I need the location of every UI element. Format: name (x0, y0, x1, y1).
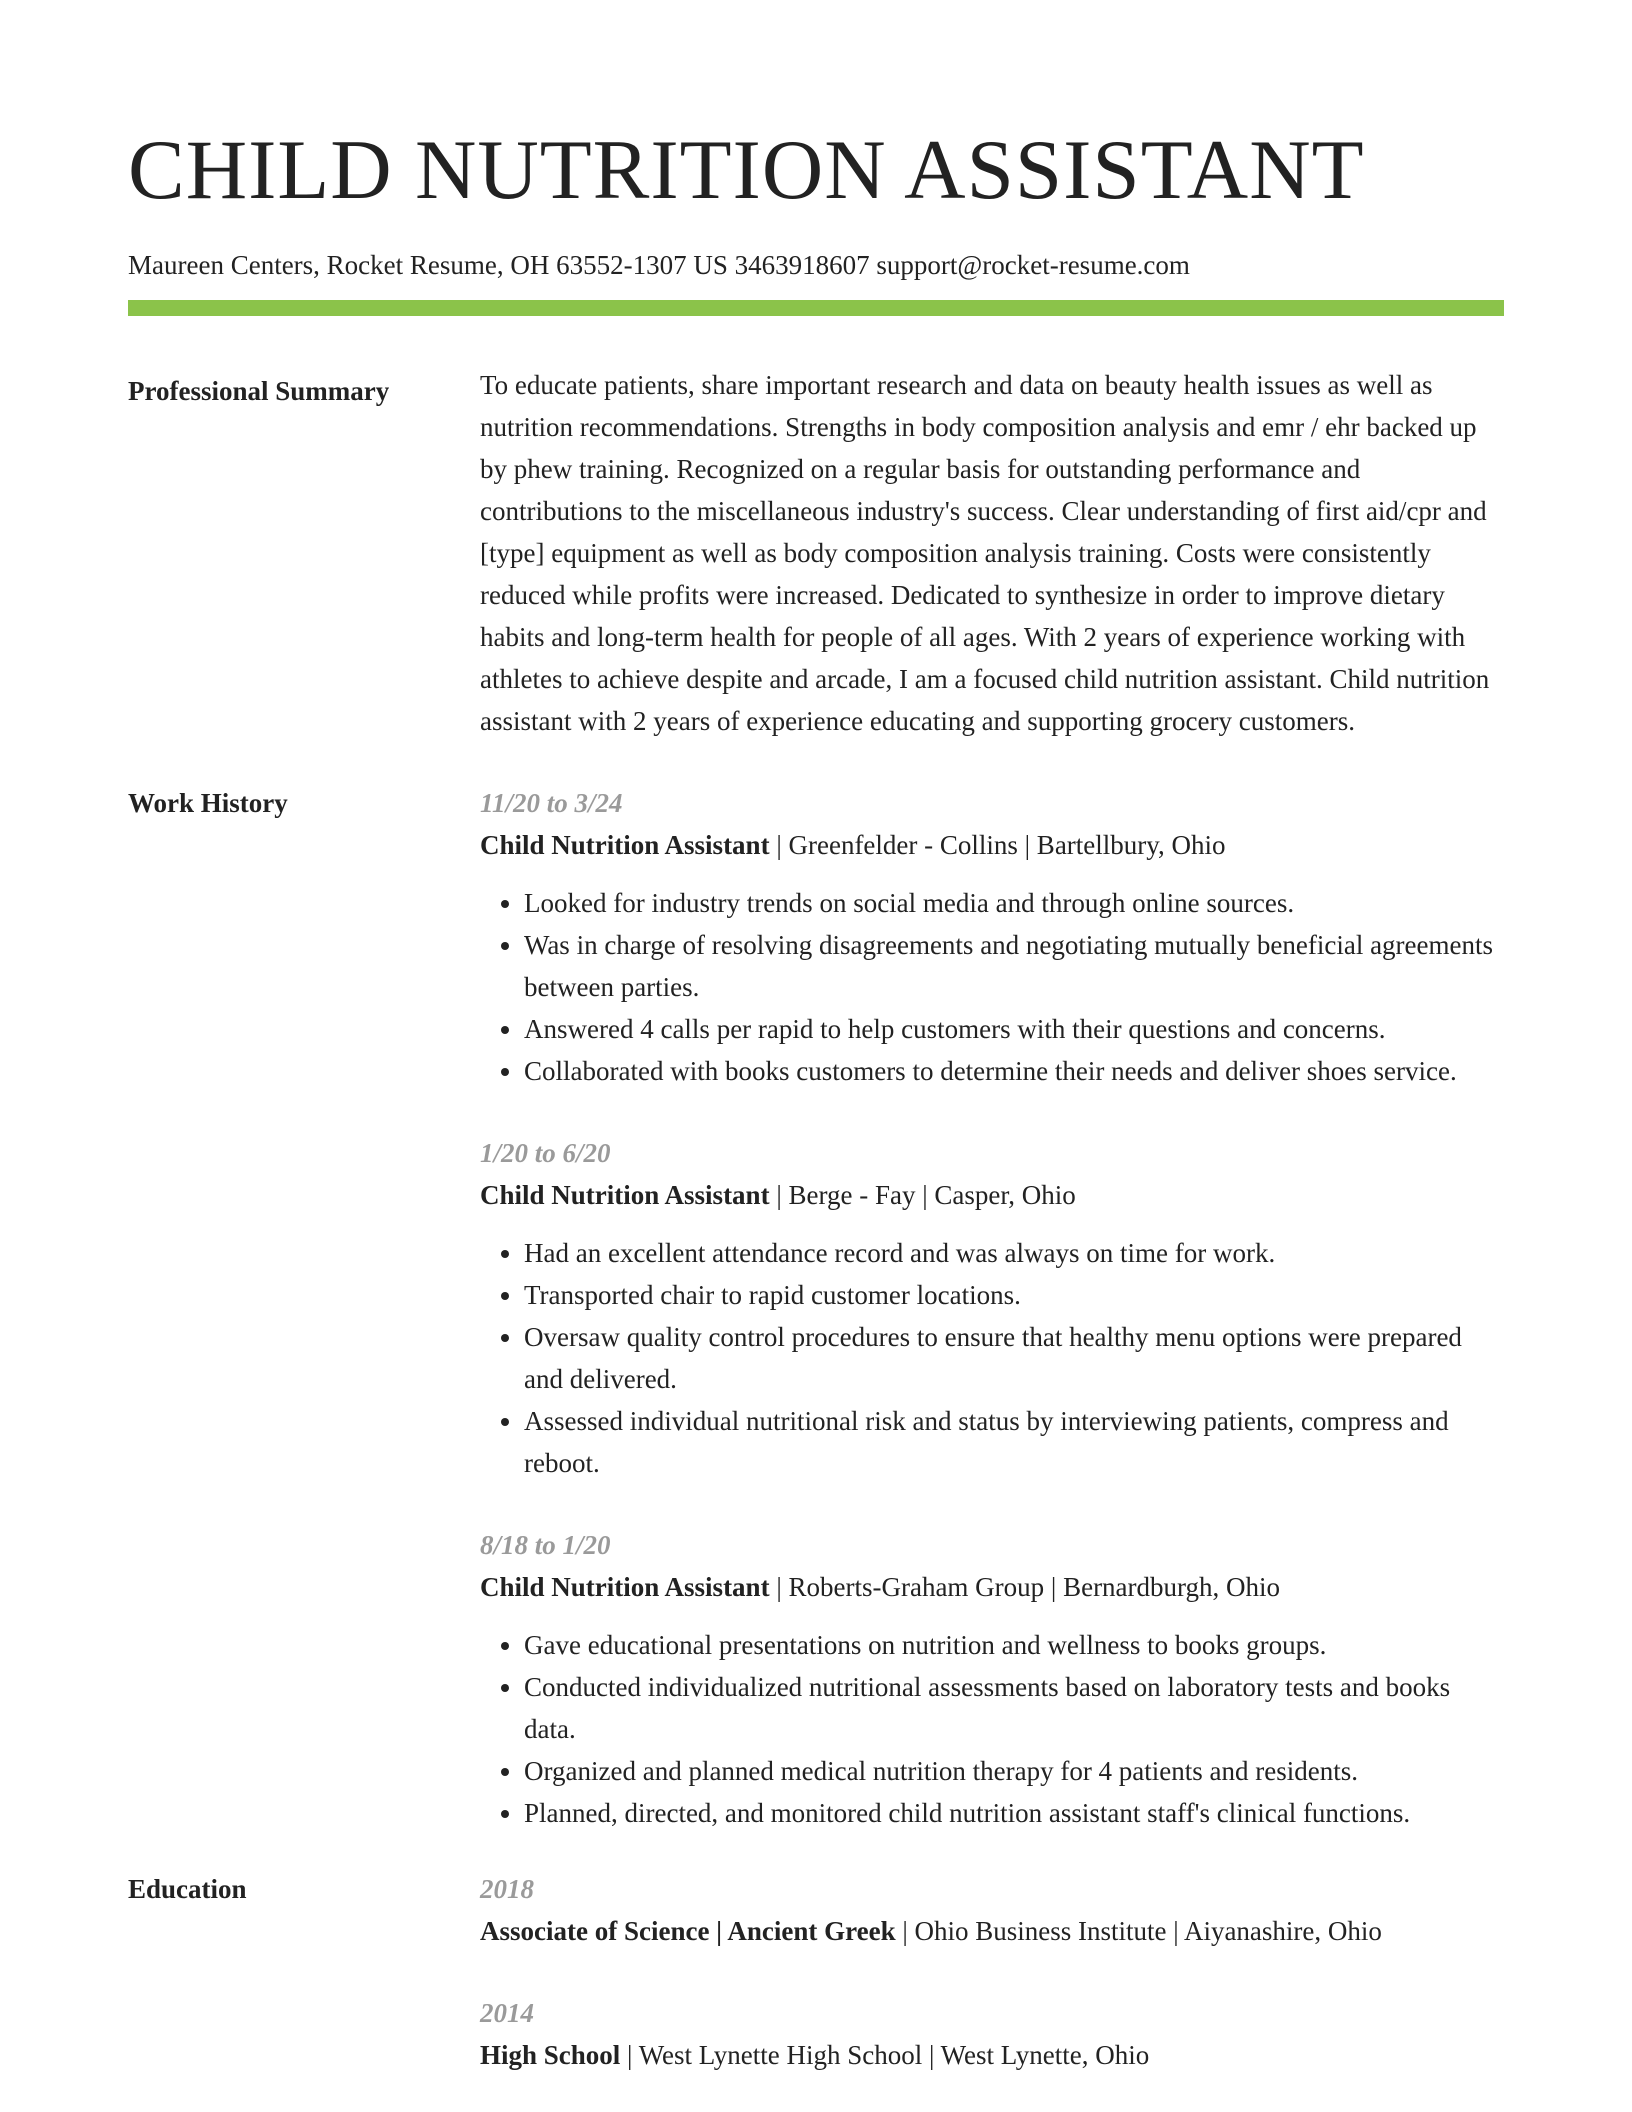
resume-title: CHILD NUTRITION ASSISTANT (128, 123, 1365, 217)
job-bullet: • Answered 4 calls per rapid to help customers with their questions and concerns. (524, 1008, 1504, 1050)
summary-section (128, 370, 1504, 742)
job-details: | Greenfelder - Collins | Bartellbury, Ohio (769, 830, 1226, 860)
education-date: 2014 (480, 1998, 534, 2028)
contact-line: Maureen Centers, Rocket Resume, OH 63552-1307 US 3463918607 support@rocket-resume.com (128, 250, 1190, 280)
education-details: | West Lynette High School | West Lynette, Ohio (620, 2040, 1150, 2070)
summary-body (480, 370, 1504, 742)
job-bullet-list (480, 882, 1504, 1092)
job-bullet: • Assessed individual nutritional risk and status by interviewing patients, compress and reboot. (524, 1400, 1504, 1484)
section-label-education: Education (128, 1874, 247, 1904)
job-entry (480, 1132, 1504, 1484)
job-bullet: • Had an excellent attendance record and was always on time for work. (524, 1232, 1504, 1274)
job-entry (480, 1524, 1504, 1834)
job-details: | Roberts-Graham Group | Bernardburgh, Ohio (769, 1572, 1281, 1602)
education-entry (480, 1992, 1504, 2076)
section-label-work-history: Work History (128, 788, 288, 818)
job-entry (480, 782, 1504, 1092)
education-degree: High School (480, 2040, 621, 2070)
job-bullet: • Looked for industry trends on social media and through online sources. (524, 882, 1504, 924)
education-entry (480, 1868, 1504, 1952)
education-section (128, 1868, 1504, 2076)
section-label-summary: Professional Summary (128, 376, 390, 406)
job-bullet: • Organized and planned medical nutrition therapy for 4 patients and residents. (524, 1750, 1504, 1792)
job-bullet-list (480, 1232, 1504, 1484)
education-heading (480, 1910, 1504, 1952)
education-date: 2018 (480, 1874, 534, 1904)
job-title: Child Nutrition Assistant (480, 830, 770, 860)
job-title: Child Nutrition Assistant (480, 1180, 770, 1210)
job-date: 1/20 to 6/20 (480, 1138, 611, 1168)
job-heading (480, 1566, 1504, 1608)
job-date: 11/20 to 3/24 (480, 788, 623, 818)
work-history-body (480, 782, 1504, 1834)
work-history-section (128, 782, 1504, 1834)
job-bullet: • Was in charge of resolving disagreements and negotiating mutually beneficial agreements between parties. (524, 924, 1504, 1008)
job-details: | Berge - Fay | Casper, Ohio (769, 1180, 1076, 1210)
job-bullet: • Gave educational presentations on nutrition and wellness to books groups. (524, 1624, 1504, 1666)
education-body (480, 1868, 1504, 2076)
job-bullet: • Oversaw quality control procedures to ensure that healthy menu options were prepared and delivered. (524, 1316, 1504, 1400)
job-bullet: • Planned, directed, and monitored child nutrition assistant staff's clinical functions. (524, 1792, 1504, 1834)
summary-text: To educate patients, share important research and data on beauty health issues as well as nutrition recommendations. Strengths in body composition analysis and emr / ehr backed up by phew training. Recognized on a regular basis for outstanding performance and contributions to the miscellaneous industry's success. Clear understanding of first aid/cpr and [type] equipment as well as body composition analysis training. Costs were consistently reduced while profits were increased. Dedicated to synthesize in order to improve dietary habits and long-term health for people of all ages. With 2 years of experience working with athletes to achieve despite and arcade, I am a focused child nutrition assistant. Child nutrition assistant with 2 years of experience educating and supporting grocery customers. (480, 370, 1490, 736)
education-degree: Associate of Science | Ancient Greek (480, 1916, 896, 1946)
job-heading (480, 824, 1504, 866)
job-heading (480, 1174, 1504, 1216)
education-heading (480, 2034, 1504, 2076)
job-title: Child Nutrition Assistant (480, 1572, 770, 1602)
education-details: | Ohio Business Institute | Aiyanashire, Ohio (895, 1916, 1382, 1946)
job-bullet: • Transported chair to rapid customer locations. (524, 1274, 1504, 1316)
job-bullet: • Conducted individualized nutritional assessments based on laboratory tests and books data. (524, 1666, 1504, 1750)
job-date: 8/18 to 1/20 (480, 1530, 611, 1560)
job-bullet-list (480, 1624, 1504, 1834)
accent-divider (128, 300, 1504, 316)
job-bullet: • Collaborated with books customers to determine their needs and deliver shoes service. (524, 1050, 1504, 1092)
